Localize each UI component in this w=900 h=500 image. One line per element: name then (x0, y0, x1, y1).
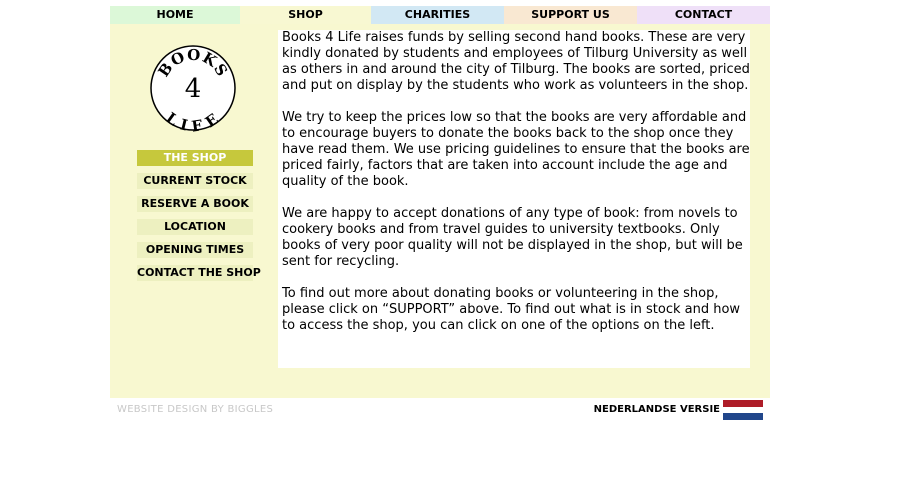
footer (110, 398, 770, 424)
nav-shop[interactable]: SHOP (240, 6, 371, 24)
logo-text-books: BOOKS (154, 45, 232, 81)
nav-support-us[interactable]: SUPPORT US (504, 6, 637, 24)
side-item-the-shop[interactable]: THE SHOP (137, 150, 253, 166)
nav-home[interactable]: HOME (110, 6, 240, 24)
side-item-contact-the-shop[interactable]: CONTACT THE SHOP (137, 266, 261, 279)
netherlands-flag-icon[interactable] (723, 400, 763, 420)
flag-stripe-white (723, 407, 763, 414)
nav-charities[interactable]: CHARITIES (371, 6, 504, 24)
content-paragraph: To find out more about donating books or volunteering in the shop, please click on “SUPPORT” above. To find out what is in stock and how to access the shop, you can click on one of the options on the left. (282, 286, 741, 333)
books4life-logo[interactable] (149, 44, 237, 132)
nav-contact[interactable]: CONTACT (637, 6, 770, 24)
flag-stripe-blue (723, 413, 763, 420)
side-item-reserve-a-book[interactable]: RESERVE A BOOK (137, 196, 253, 212)
logo-text-life: LIFE (162, 108, 224, 132)
side-item-opening-times[interactable]: OPENING TIMES (137, 242, 253, 258)
content-paragraph: We try to keep the prices low so that the books are very affordable and to encourage buyers to donate the books back to the shop once they have read them. We use pricing guidelines to ensure that the books are priced fairly, factors that are taken into account include the age and quality of the book. (282, 110, 750, 189)
logo-numeral: 4 (184, 74, 202, 104)
top-navigation (110, 6, 770, 24)
flag-stripe-red (723, 400, 763, 407)
content-panel (278, 30, 750, 368)
side-item-location[interactable]: LOCATION (137, 219, 253, 235)
side-item-current-stock[interactable]: CURRENT STOCK (137, 173, 253, 189)
main-area (110, 24, 770, 398)
content-paragraph: We are happy to accept donations of any type of book: from novels to cookery books and from travel guides to university textbooks. Only books of very poor quality will not be displayed in the shop, but will be sent for recycling. (282, 206, 743, 269)
page-container (110, 6, 770, 398)
content-paragraph: Books 4 Life raises funds by selling second hand books. These are very kindly donated by students and employees of Tilburg University as well as others in and around the city of Tilburg. The books are sorted, priced and put on display by the students who work as volunteers in the shop. (282, 30, 750, 93)
side-navigation (137, 150, 261, 288)
design-credit: WEBSITE DESIGN BY BIGGLES (117, 404, 274, 415)
dutch-version-link[interactable]: NEDERLANDSE VERSIE (593, 404, 720, 415)
